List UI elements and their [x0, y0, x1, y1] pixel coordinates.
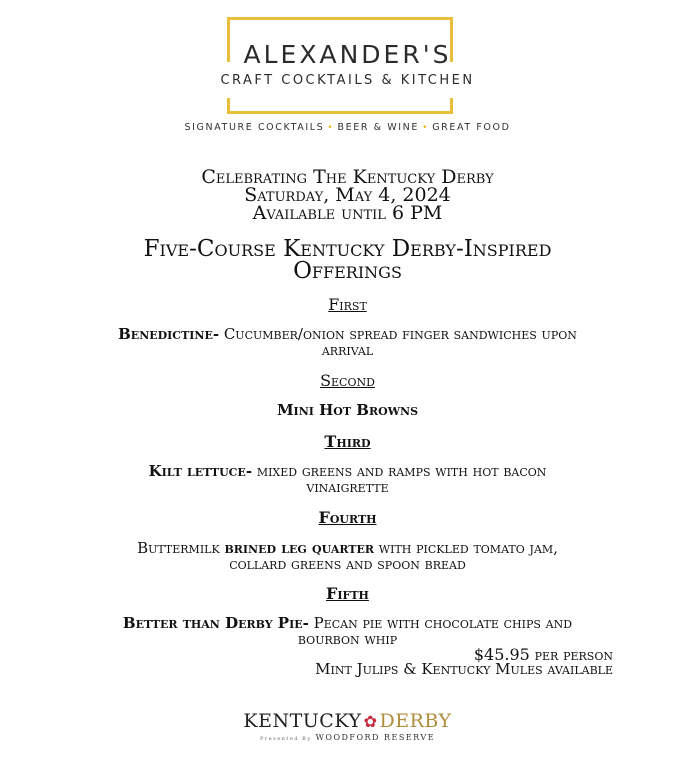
course-item-fourth — [0, 541, 695, 556]
tagline-item: SIGNATURE COCKTAILS — [184, 122, 325, 133]
course-item-first-cont: arrival — [321, 341, 374, 359]
kd-sponsor: WOODFORD RESERVE — [315, 733, 436, 742]
course-label-fifth: Fifth — [326, 584, 369, 603]
event-availability: Available until 6 PM — [252, 202, 443, 224]
brand-name: ALEXANDER'S — [243, 40, 452, 69]
event-date: Saturday, May 4, 2024 — [244, 184, 451, 206]
brand-subtitle: CRAFT COCKTAILS & KITCHEN — [220, 73, 475, 88]
dot-icon: • — [327, 122, 335, 133]
course-item-first — [0, 327, 695, 342]
tagline-item: GREAT FOOD — [432, 122, 511, 133]
course-label-fourth: Fourth — [318, 508, 377, 527]
kd-presented-by: Presented By — [259, 736, 312, 742]
course-item-third-cont: vinaigrette — [306, 478, 389, 496]
price-amount: $45.95 — [473, 645, 530, 664]
menu-title: Five-Course Kentucky Derby-Inspired — [143, 236, 552, 262]
drink-extras: Mint Julips & Kentucky Mules available — [315, 660, 613, 678]
menu-title-line-2: Offerings — [293, 258, 402, 284]
dish-description: Pecan pie with chocolate chips and — [308, 614, 573, 632]
dish-name: Benedictine- — [118, 325, 220, 343]
kd-presented-line — [0, 733, 695, 742]
rose-icon: ✿ — [363, 712, 378, 731]
course-item-fourth-cont: collard greens and spoon bread — [229, 555, 466, 573]
course-label-second: Second — [320, 371, 375, 390]
tagline — [0, 122, 695, 133]
dish-prefix: Buttermilk — [137, 539, 225, 557]
dish-description: mixed greens and ramps with hot bacon — [252, 462, 547, 480]
course-item-fifth — [0, 616, 695, 631]
dot-icon: • — [421, 122, 430, 133]
course-label-first: First — [328, 295, 367, 314]
event-line-1: Celebrating The Kentucky Derby — [201, 166, 494, 188]
course-item-fifth-cont: bourbon whip — [297, 630, 398, 648]
kd-wordmark — [0, 710, 695, 732]
dish-name: brined leg quarter — [224, 539, 375, 557]
kd-kentucky: KENTUCKY — [243, 710, 362, 732]
course-item-third — [0, 464, 695, 479]
price-unit: per person — [529, 646, 613, 664]
kentucky-derby-logo — [0, 710, 695, 742]
dish-description: Cucumber/onion spread finger sandwiches upon — [219, 325, 577, 343]
course-item-second — [0, 403, 695, 418]
dish-description: with pickled tomato jam, — [374, 539, 558, 557]
kd-derby: DERBY — [379, 710, 452, 732]
dish-name: Better than Derby Pie- — [122, 614, 309, 632]
dish-name: Mini Hot Browns — [276, 401, 419, 419]
dish-name: Kilt lettuce- — [148, 462, 253, 480]
tagline-item: BEER & WINE — [337, 122, 419, 133]
course-label-third: Third — [324, 432, 371, 451]
